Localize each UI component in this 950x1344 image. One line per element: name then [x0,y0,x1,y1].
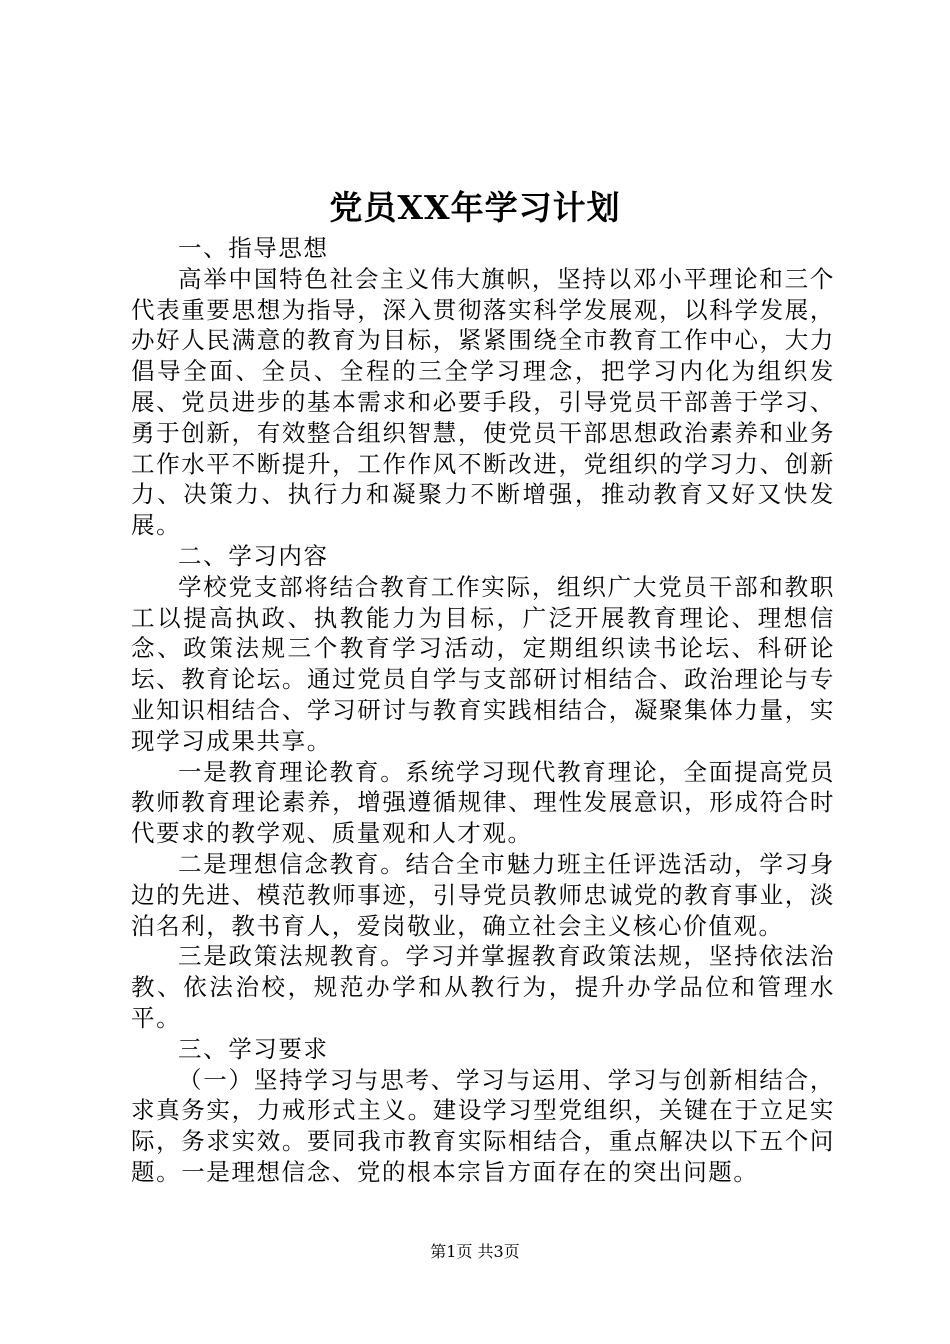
document-body [131,233,835,1188]
page-footer: 第1页 共3页 [430,1242,520,1261]
paragraph-education-theory: 一是教育理论教育。系统学习现代教育理论，全面提高党员教师教育理论素养，增强遵循规律、理性发展意识，形成符合时代要求的教学观、质量观和人才观。 [131,757,835,848]
section-heading-study-content: 二、学习内容 [178,541,329,570]
paragraph-guiding-ideology: 高举中国特色社会主义伟大旗帜，坚持以邓小平理论和三个代表重要思想为指导，深入贯彻落实科学发展观，以科学发展，办好人民满意的教育为目标，紧紧围绕全市教育工作中心，大力倡导全面、全员、全程的三全学习理念，把学习内化为组织发展、党员进步的基本需求和必要手段，引导党员干部善于学习、勇于创新，有效整合组织智慧，使党员干部思想政治素养和业务工作水平不断提升，工作作风不断改进，党组织的学习力、创新力、决策力、执行力和凝聚力不断增强，推动教育又好又快发展。 [131,264,835,540]
paragraph-requirement-one: （一）坚持学习与思考、学习与运用、学习与创新相结合，求真务实，力戒形式主义。建设学习型党组织，关键在于立足实际，务求实效。要同我市教育实际相结合，重点解决以下五个问题。一是理想信念、党的根本宗旨方面存在的突出问题。 [131,1065,835,1186]
paragraph-policy-regulations: 三是政策法规教育。学习并掌握教育政策法规，坚持依法治教、依法治校，规范办学和从教行为，提升办学品位和管理水平。 [131,942,835,1032]
document-title: 党员XX年学习计划 [329,188,621,227]
section-heading-guiding-ideology: 一、指导思想 [178,234,329,262]
paragraph-ideals-beliefs: 二是理想信念教育。结合全市魅力班主任评选活动，学习身边的先进、模范教师事迹，引导党员教师忠诚党的教育事业，淡泊名利，教书育人，爱岗敬业，确立社会主义核心价值观。 [131,849,835,940]
paragraph-study-content: 学校党支部将结合教育工作实际，组织广大党员干部和教职工以提高执政、执教能力为目标，广泛开展教育理论、理想信念、政策法规三个教育学习活动，定期组织读书论坛、科研论坛、教育论坛。通过党员自学与支部研讨相结合、政治理论与专业知识相结合、学习研讨与教育实践相结合，凝聚集体力量，实现学习成果共享。 [131,572,835,755]
section-heading-study-requirements: 三、学习要求 [178,1034,329,1063]
